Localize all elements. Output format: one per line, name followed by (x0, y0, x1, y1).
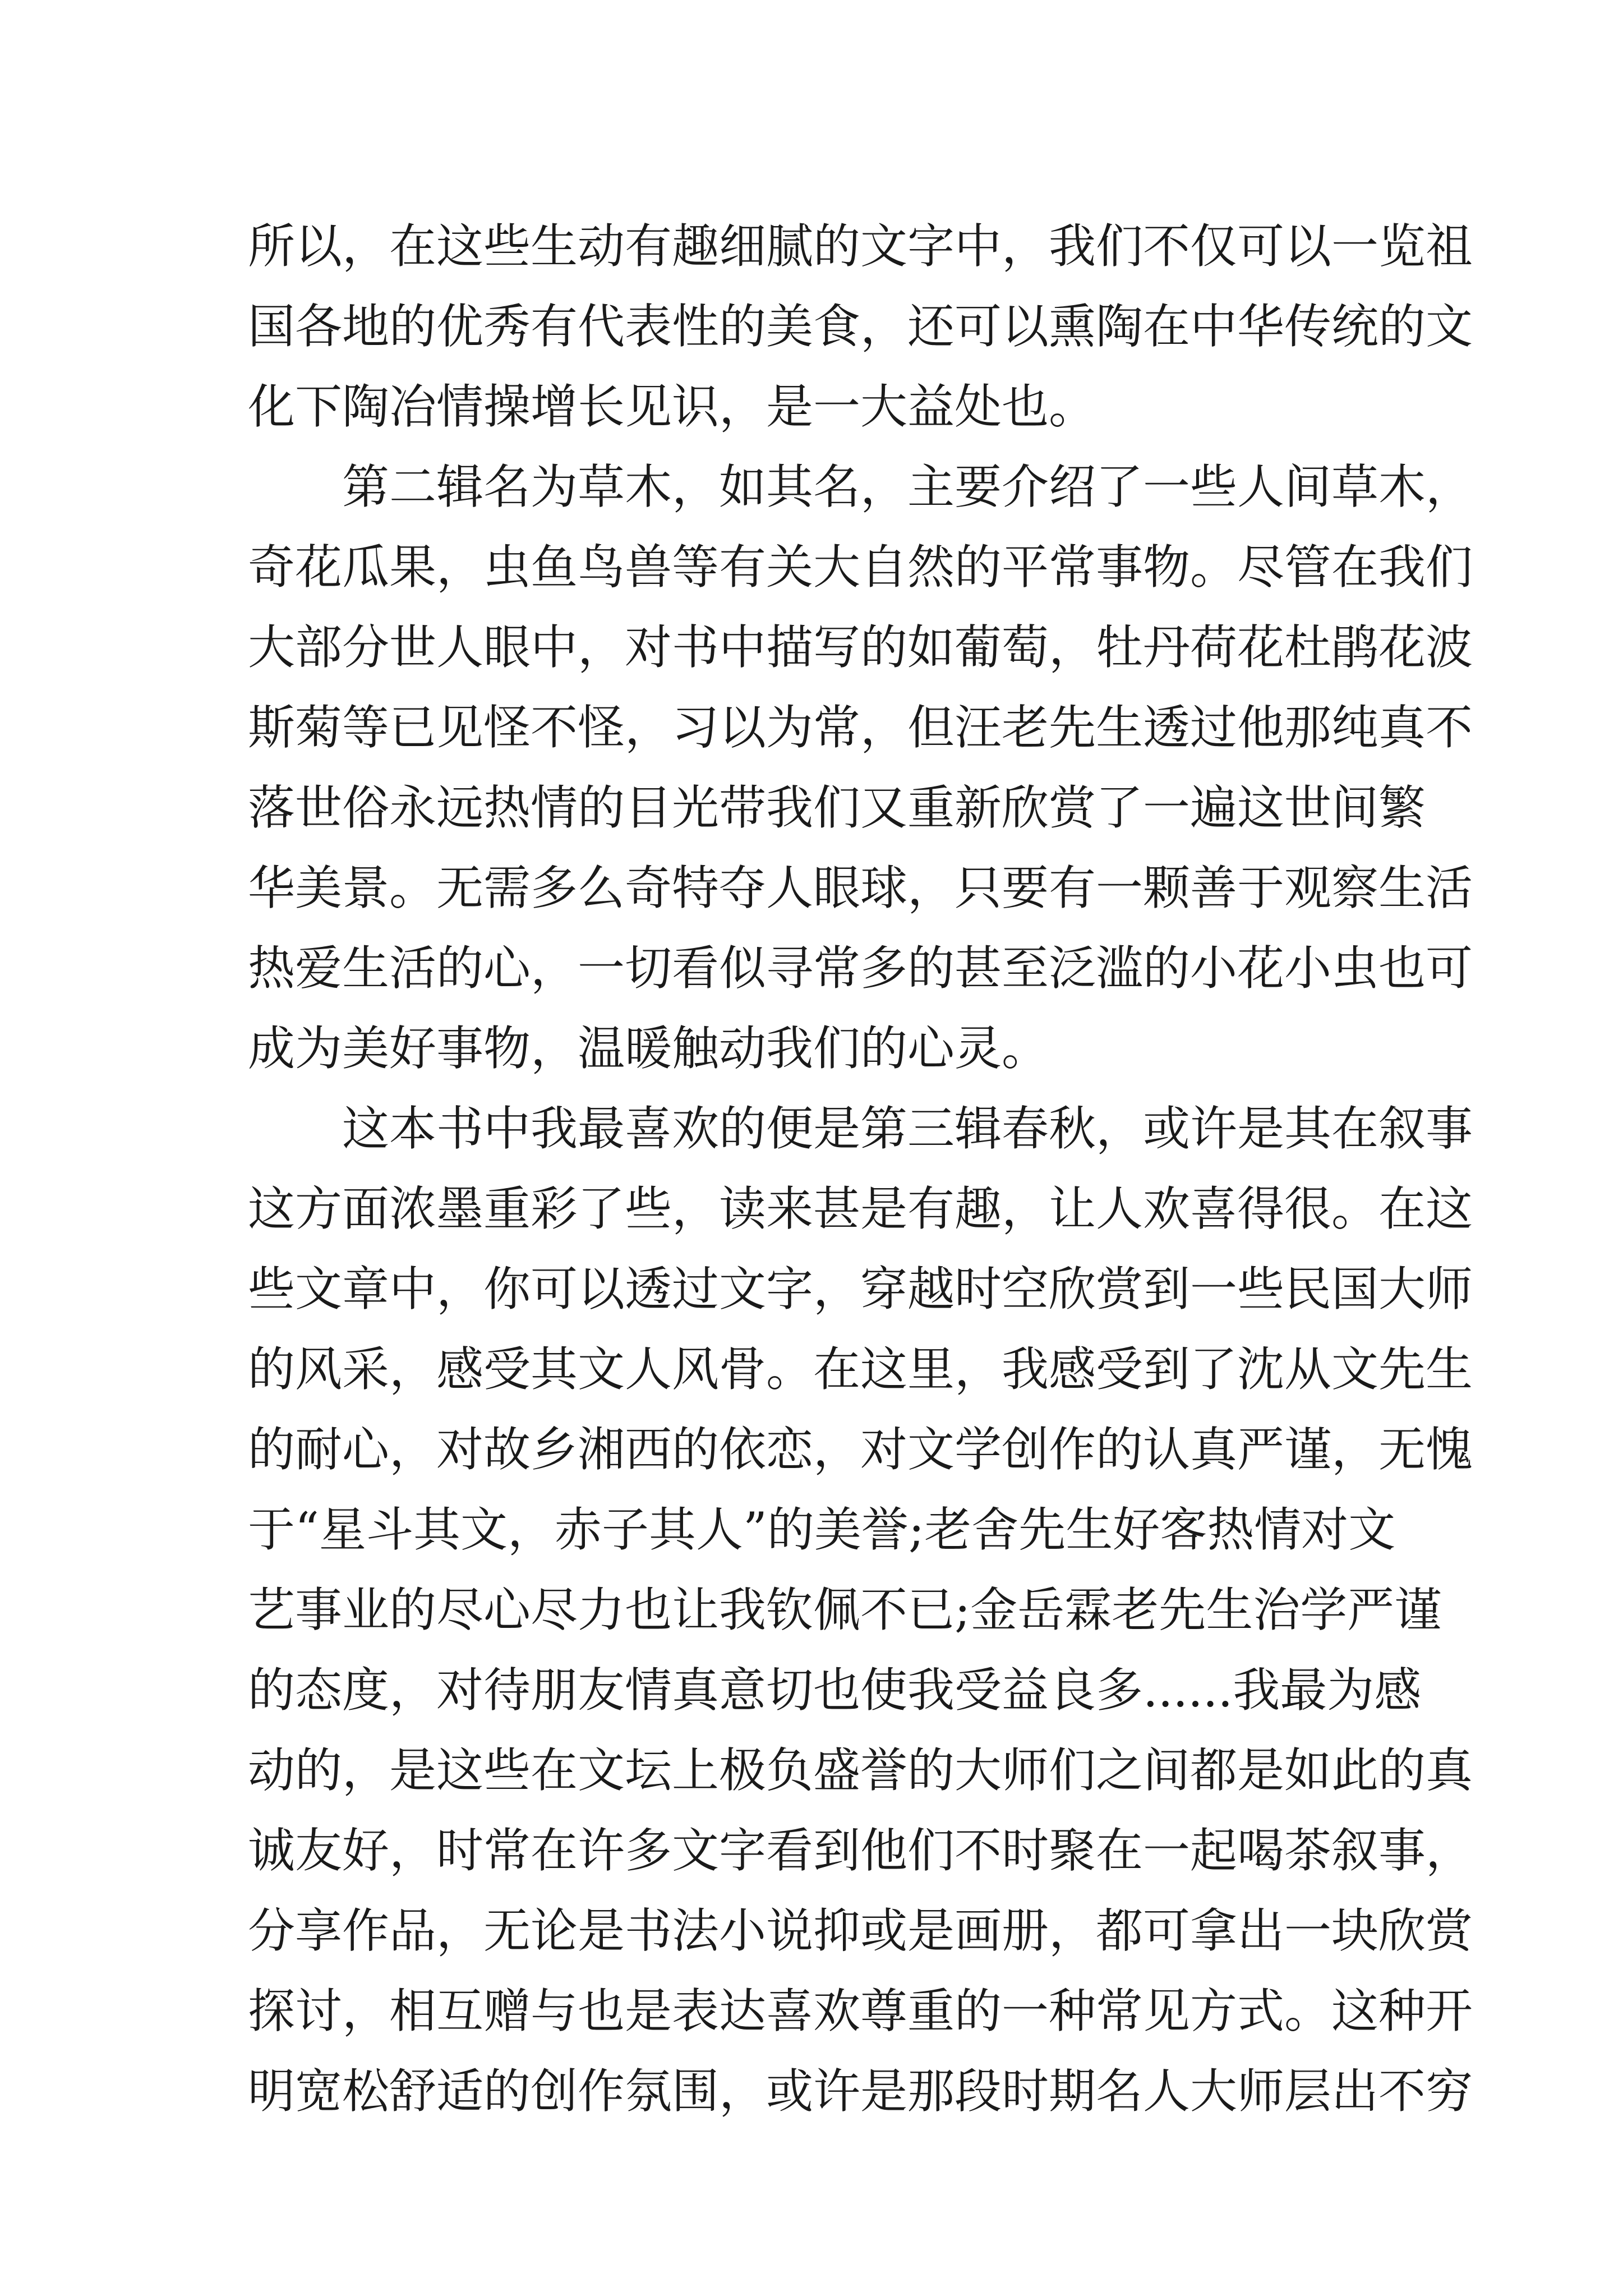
text-line: 的风采，感受其文人风骨。在这里，我感受到了沈从文先生 (248, 1342, 1473, 1397)
text-line: 艺事业的尽心尽力也让我钦佩不已;金岳霖老先生治学严谨 (248, 1582, 1442, 1637)
text-line: 落世俗永远热情的目光带我们又重新欣赏了一遍这世间繁 (248, 780, 1426, 835)
text-line: 国各地的优秀有代表性的美食，还可以熏陶在中华传统的文 (248, 299, 1473, 354)
text-line: 成为美好事物，温暖触动我们的心灵。 (248, 1021, 1049, 1076)
paragraph-food-summary (248, 206, 1473, 447)
text-line: 诚友好，时常在许多文字看到他们不时聚在一起喝茶叙事， (248, 1823, 1473, 1878)
text-line: 这本书中我最喜欢的便是第三辑春秋，或许是其在叙事 (248, 1101, 1473, 1156)
text-line: 热爱生活的心，一切看似寻常多的甚至泛滥的小花小虫也可 (248, 941, 1473, 996)
paragraph-plants (248, 447, 1473, 1089)
text-line: 所以，在这些生动有趣细腻的文字中，我们不仅可以一览祖 (248, 219, 1473, 274)
text-line: 化下陶冶情操增长见识，是一大益处也。 (248, 379, 1096, 434)
text-line: 的态度，对待朋友情真意切也使我受益良多......我最为感 (248, 1663, 1422, 1718)
text-line: 些文章中，你可以透过文字，穿越时空欣赏到一些民国大师 (248, 1262, 1473, 1317)
text-line: 斯菊等已见怪不怪，习以为常，但汪老先生透过他那纯真不 (248, 700, 1473, 755)
text-line: 明宽松舒适的创作氛围，或许是那段时期名人大师层出不穷 (248, 2064, 1473, 2119)
text-line: 华美景。无需多么奇特夺人眼球，只要有一颗善于观察生活 (248, 861, 1473, 915)
paragraph-spring-autumn (248, 1089, 1473, 2132)
text-line: 动的，是这些在文坛上极负盛誉的大师们之间都是如此的真 (248, 1743, 1473, 1798)
text-line: 大部分世人眼中，对书中描写的如葡萄，牡丹荷花杜鹃花波 (248, 620, 1473, 675)
text-line: 这方面浓墨重彩了些，读来甚是有趣，让人欢喜得很。在这 (248, 1181, 1473, 1236)
text-line: 的耐心，对故乡湘西的依恋，对文学创作的认真严谨，无愧 (248, 1422, 1473, 1477)
text-line: 第二辑名为草木，如其名，主要介绍了一些人间草木， (248, 459, 1473, 514)
text-line: 奇花瓜果，虫鱼鸟兽等有关大自然的平常事物。尽管在我们 (248, 540, 1473, 595)
body-text (248, 206, 1473, 2132)
text-line: 于“星斗其文，赤子其人”的美誉;老舍先生好客热情对文 (248, 1502, 1396, 1557)
text-line: 分享作品，无论是书法小说抑或是画册，都可拿出一块欣赏 (248, 1903, 1473, 1958)
text-line: 探讨，相互赠与也是表达喜欢尊重的一种常见方式。这种开 (248, 1984, 1473, 2039)
